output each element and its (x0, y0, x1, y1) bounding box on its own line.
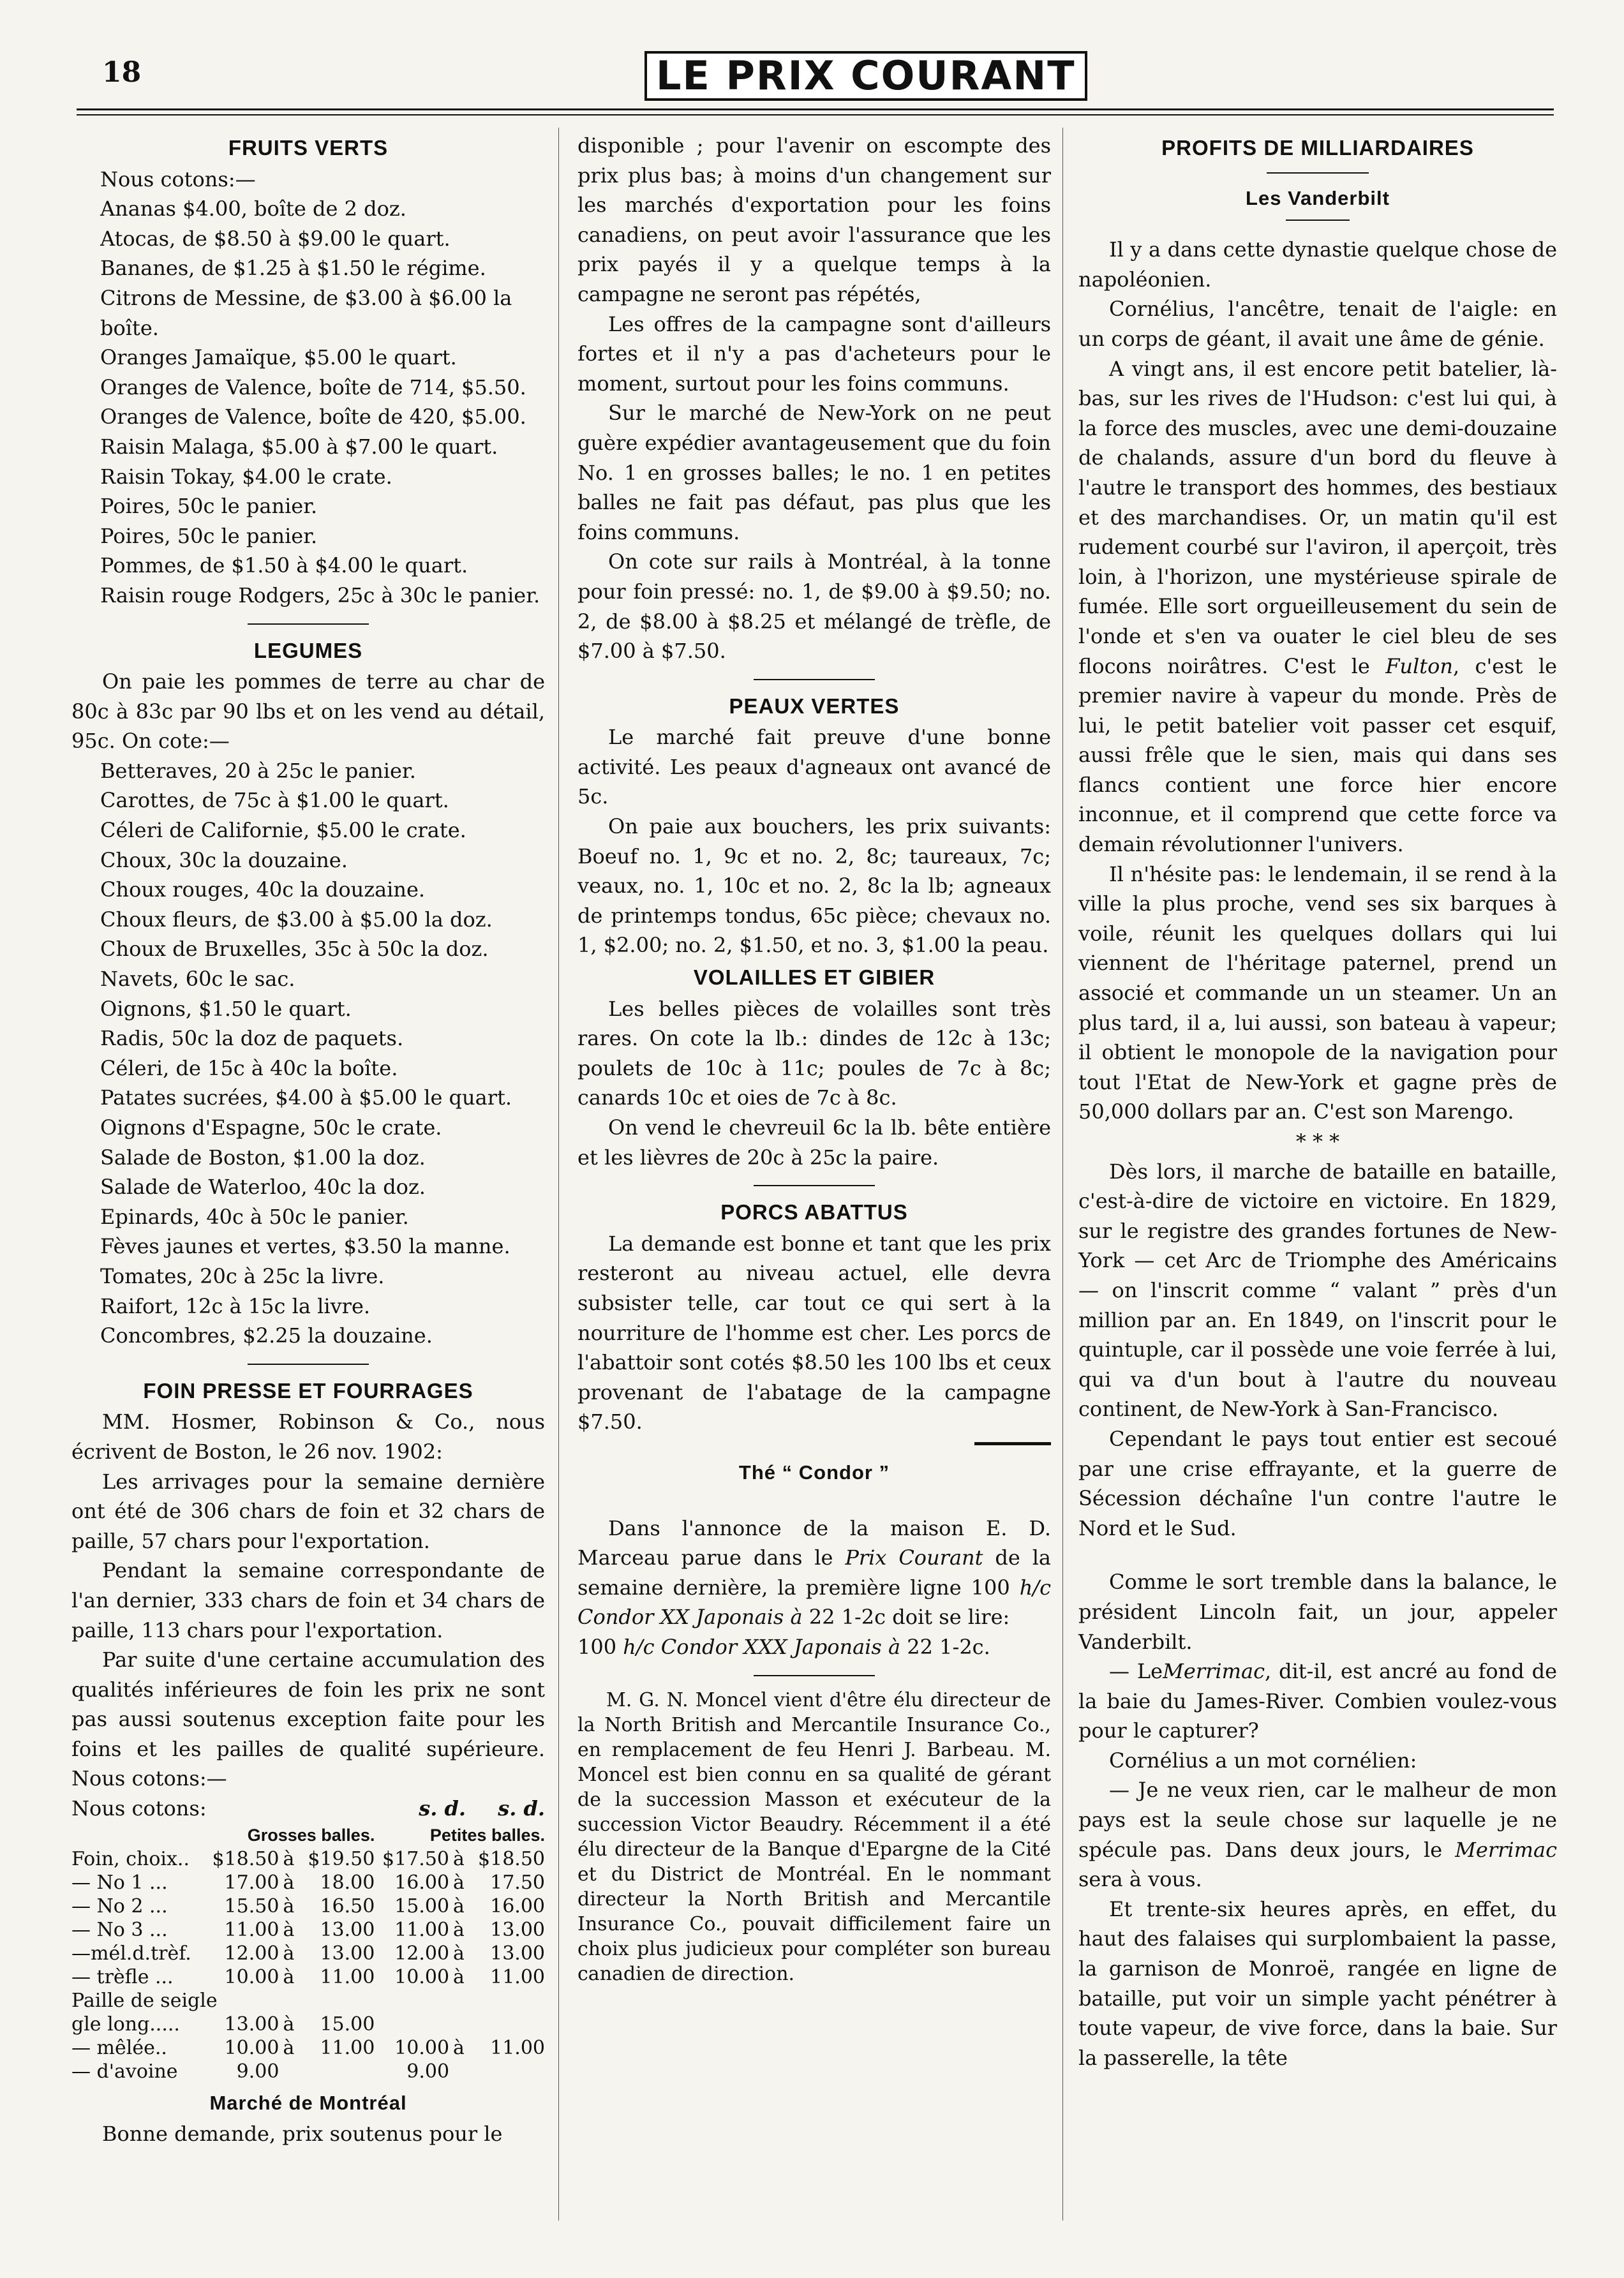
price-cell: 16.00 (490, 1895, 545, 1917)
price-cell: 11.00 (394, 1918, 450, 1941)
peaux-heading: PEAUX VERTES (729, 694, 900, 718)
table-row (71, 2013, 545, 2036)
price-cell: $19.50 (308, 1847, 375, 1870)
list-item: Choux, 30c la douzaine. (100, 847, 348, 872)
porcs-heading: PORCS ABATTUS (720, 1200, 908, 1225)
table-row (71, 2060, 545, 2083)
paragraph: On cote sur rails à Montréal, à la tonne pour foin pressé: no. 1, de $9.00 à $9.50; no. 2, de $8.00 à $8.25 et mélangé de trèfle, de $7.00 à $7.50. (577, 549, 1051, 664)
range-separator: à (283, 1918, 295, 1941)
range-separator: à (453, 2036, 465, 2059)
paragraph: Sur le marché de New-York on ne peut guère expédier avantageusement que du foin No. 1 en grosses balles; le no. 1 en petites balles ne fait pas défaut, pas plus que les foins communs. (577, 401, 1051, 544)
table-row (71, 1989, 545, 2013)
list-item: Céleri, de 15c à 40c la boîte. (100, 1055, 398, 1080)
row-label: Foin, choix.. (71, 1847, 190, 1870)
separator (1267, 172, 1369, 174)
list-item: Céleri de Californie, $5.00 le crate. (100, 818, 466, 843)
range-separator: à (283, 1895, 295, 1917)
list-item: Betteraves, 20 à 25c le panier. (100, 758, 416, 783)
fruits-intro: Nous cotons:— (100, 167, 256, 191)
list-item: Raisin Tokay, $4.00 le crate. (100, 464, 392, 489)
list-item: Salade de Waterloo, 40c la doz. (100, 1175, 426, 1200)
paragraph: MM. Hosmer, Robinson & Co., nous écrivent de Boston, le 26 nov. 1902: (71, 1410, 545, 1464)
range-separator (449, 2013, 470, 2036)
list-item: Oignons d'Espagne, 50c le crate. (100, 1115, 442, 1140)
paragraph: On paie aux bouchers, les prix suivants: Boeuf no. 1, 9c et no. 2, 8c; taureaux, 7c; veaux, no. 1, 10c et no. 2, 8c la lb; agneaux de printemps tondus, 65c pièce; chevaux no. 1, $2.00; no. 2, $1.50, et no. 3, $1.00 la peau. (577, 814, 1051, 958)
price-cell (301, 2060, 375, 2083)
list-item: Raisin Malaga, $5.00 à $7.00 le quart. (100, 434, 498, 459)
fruits-heading: FRUITS VERTS (228, 136, 389, 160)
list-item: Atocas, de $8.50 à $9.00 le quart. (100, 226, 451, 251)
paragraph: On vend le chevreuil 6c la lb. bête entière et les lièvres de 20c à 25c la paire. (577, 1115, 1051, 1170)
list-item: Oranges de Valence, boîte de 420, $5.00. (100, 405, 526, 429)
price-cell: 15.00 (320, 2013, 375, 2036)
paragraph: — LeMerrimac, dit-il, est ancré au fond de la baie du James-River. Combien voulez-vous pour le capturer? (1078, 1659, 1558, 1743)
paragraph: Comme le sort tremble dans la balance, le président Lincoln fait, un jour, appeler Vanderbilt. (1078, 1570, 1557, 1654)
range-separator (449, 2060, 470, 2083)
range-separator: à (283, 1965, 295, 1988)
row-label: — mêlée.. (71, 2036, 167, 2059)
row-label: gle long..... (71, 2013, 180, 2036)
list-item: Fèves jaunes et vertes, $3.50 la manne. (100, 1234, 510, 1259)
paragraph: Il n'hésite pas: le lendemain, il se rend à la ville la plus proche, vend ses six barques à voile, réunit les quelques dollars qui lui viennent de l'héritage paternel, prend un associé et commande un un steamer. Un an plus tard, il a, lui aussi, son bateau à vapeur; il obtient le monopole de la navigation pour tout l'Etat de New-York et gagne près de 50,000 dollars par an. C'est son Marengo. (1078, 861, 1557, 1124)
header-rule (77, 108, 1554, 115)
price-cell: 15.50 (224, 1895, 279, 1917)
price-cell (470, 2060, 545, 2083)
list-item: Epinards, 40c à 50c le panier. (100, 1204, 409, 1229)
paragraph: Cependant le pays tout entier est secoué par une crise effrayante, et la guerre de Sécession déchaîne l'un contre l'autre le Nord et le Sud. (1078, 1426, 1557, 1540)
row-label: — No 2 ... (71, 1895, 168, 1917)
montreal-heading: Marché de Montréal (209, 2091, 407, 2114)
column-header: Grosses balles. (247, 1825, 375, 1845)
separator (1286, 220, 1350, 221)
separator (248, 623, 369, 625)
list-item: Choux fleurs, de $3.00 à $5.00 la doz. (100, 907, 493, 932)
table-row (71, 1847, 545, 1871)
price-cell: 9.00 (236, 2060, 279, 2083)
list-item: Poires, 50c le panier. (100, 523, 318, 548)
table-header-row (71, 1824, 545, 1847)
separator (754, 679, 875, 680)
separator (754, 1675, 875, 1676)
article-title: PROFITS DE MILLIARDAIRES (1161, 136, 1474, 160)
list-item: Citrons de Messine, de $3.00 à $6.00 la boîte. (100, 285, 512, 340)
column-1 (71, 131, 545, 2149)
table-row (71, 2036, 545, 2060)
row-label: Paille de seigle (71, 1989, 218, 2012)
row-label: — d'avoine (71, 2060, 178, 2083)
table-row (71, 1918, 545, 1942)
list-item: Oranges de Valence, boîte de 714, $5.50. (100, 375, 526, 399)
price-cell: 16.50 (320, 1895, 375, 1917)
paragraph: Les belles pièces de volailles sont très rares. On cote la lb.: dindes de 12c à 13c; poulets de 10c à 11c; poules de 7c à 8c; canards 10c et oies de 7c à 8c. (577, 996, 1051, 1110)
column-divider-2 (1062, 128, 1063, 2221)
table-row (71, 1895, 545, 1918)
paragraph: Il y a dans cette dynastie quelque chose de napoléonien. (1078, 237, 1557, 292)
price-cell: 11.00 (490, 2036, 545, 2059)
list-item: Raisin rouge Rodgers, 25c à 30c le panier. (100, 583, 540, 607)
price-cell: 13.00 (490, 1942, 545, 1965)
hay-price-table (71, 1824, 545, 2083)
price-table-intro (71, 1794, 545, 1824)
article-subtitle: Les Vanderbilt (1246, 186, 1390, 209)
list-item: Oignons, $1.50 le quart. (100, 996, 352, 1021)
row-label: — No 3 ... (71, 1918, 168, 1941)
price-cell: $18.50 (478, 1847, 545, 1870)
list-item: Choux de Bruxelles, 35c à 50c la doz. (100, 937, 489, 962)
list-item: Oranges Jamaïque, $5.00 le quart. (100, 345, 457, 370)
price-cell: 12.00 (224, 1942, 279, 1965)
legumes-intro: On paie les pommes de terre au char de 80c à 83c par 90 lbs et on les vend au détail, 95c. On cote:— (71, 669, 545, 754)
paragraph: Par suite d'une certaine accumulation des qualités inférieures de foin les prix ne sont pas aussi soutenus exception faite pour les foins et les pailles de qualité supérieure. Nous cotons:— (71, 1648, 545, 1791)
list-item: Bananes, de $1.25 à $1.50 le régime. (100, 256, 486, 281)
range-separator: à (453, 1871, 465, 1894)
paragraph: Cornélius a un mot cornélien: (1109, 1748, 1417, 1773)
price-cell: 10.00 (394, 2036, 450, 2059)
list-item: Tomates, 20c à 25c la livre. (100, 1263, 385, 1288)
separator (754, 1185, 875, 1186)
masthead-logo: LE PRIX COURANT (644, 51, 1087, 101)
price-cell: 13.00 (490, 1918, 545, 1941)
price-cell (375, 2013, 449, 2036)
list-item: Concombres, $2.25 la douzaine. (100, 1323, 433, 1348)
legumes-list (71, 756, 545, 1351)
price-cell: 13.00 (320, 1918, 375, 1941)
range-separator: à (283, 1847, 295, 1870)
price-cell: 13.00 (320, 1942, 375, 1965)
list-item: Navets, 60c le sac. (100, 967, 295, 992)
price-cell: $17.50 (382, 1847, 450, 1870)
paragraph: — Je ne veux rien, car le malheur de mon pays est la seule chose sur laquelle je ne spécule pas. Dans deux jours, le Merrimac sera à vous. (1078, 1778, 1557, 1892)
paragraph: Pendant la semaine correspondante de l'an dernier, 333 chars de foin et 34 chars de paille, 113 chars pour l'exportation. (71, 1558, 545, 1642)
price-cell: 15.00 (394, 1895, 450, 1917)
column-divider-1 (558, 128, 559, 2221)
legumes-heading: LEGUMES (253, 638, 363, 662)
unit-label: s. d. (498, 1796, 545, 1821)
separator (248, 1364, 369, 1365)
separator (974, 1442, 1051, 1445)
price-cell: 16.00 (394, 1871, 450, 1894)
paragraph: Le marché fait preuve d'une bonne activité. Les peaux d'agneaux ont avancé de 5c. (577, 725, 1051, 809)
table-row (71, 1871, 545, 1895)
paragraph: Les offres de la campagne sont d'ailleurs fortes et il n'y a pas d'acheteurs pour le moment, surtout pour les foins communs. (577, 311, 1051, 396)
range-separator: à (453, 1918, 465, 1941)
list-item: Radis, 50c la doz de paquets. (100, 1026, 404, 1051)
row-label: — No 1 ... (71, 1871, 168, 1894)
row-label: —mél.d.trèf. (71, 1942, 191, 1965)
paragraph: La demande est bonne et tant que les prix resteront au niveau actuel, elle devra subsister telle, car tout ce qui sert à la nourriture de l'homme est cher. Les porcs de l'abattoir sont cotés $8.50 les 100 lbs et ceux provenant de l'abatage de la campagne $7.50. (577, 1231, 1051, 1434)
paragraph: Les arrivages pour la semaine dernière ont été de 306 chars de foin et 32 chars de paille, 57 chars pour l'exportation. (71, 1469, 545, 1553)
list-item: Ananas $4.00, boîte de 2 doz. (100, 197, 406, 221)
paragraph: M. G. N. Moncel vient d'être élu directeur de la North British and Mercantile Insurance Co., en remplacement de feu Henri J. Barbeau. M. Moncel est bien connu en sa qualité de gérant de la succession Masson et exécuteur de la succession Victor Beaudry. Récemment il a été élu directeur de la Banque d'Epargne de la Cité et du District de Montréal. En le nommant directeur la North British and Mercantile Insurance Co., pouvait difficilement faire un choix plus judicieux pour compléter son bureau canadien de direction. (577, 1688, 1051, 1985)
page-number: 18 (102, 56, 142, 89)
price-cell: 9.00 (406, 2060, 450, 2083)
paragraph: disponible ; pour l'avenir on escompte des prix plus bas; à moins d'un changement sur les marchés d'exportation pour les foins canadiens, on peut avoir l'assurance que les prix payés il y a quelque temps à la campagne ne seront pas répétés, (577, 133, 1051, 306)
paragraph: Dans l'annonce de la maison E. D. Marceau parue dans le Prix Courant de la semaine dernière, la première ligne 100 h/c Condor XX Japonais à 22 1-2c doit se lire: (577, 1515, 1052, 1630)
price-cell: 11.00 (224, 1918, 279, 1941)
price-cell: 13.00 (224, 2013, 279, 2036)
price-cell: 18.00 (320, 1871, 375, 1894)
price-cell: 17.00 (224, 1871, 279, 1894)
unit-label: s. d. (419, 1796, 466, 1821)
price-cell: 17.50 (490, 1871, 545, 1894)
foin-heading: FOIN PRESSE ET FOURRAGES (143, 1378, 473, 1403)
column-2 (577, 131, 1051, 1986)
range-separator: à (453, 1847, 465, 1870)
list-item: Salade de Boston, $1.00 la doz. (100, 1145, 426, 1170)
range-separator: à (453, 1895, 465, 1917)
list-item: Choux rouges, 40c la douzaine. (100, 877, 426, 902)
column-3 (1078, 131, 1557, 2073)
price-cell: 10.00 (224, 2036, 279, 2059)
paragraph: A vingt ans, il est encore petit batelier, là-bas, sur les rives de l'Hudson: c'est lui qui, à la force des muscles, avec une demi-douzaine de chalands, assure d'un bord du fleuve à l'autre le transport des hommes, des bestiaux et des marchandises. Or, un matin qu'il est rudement courbé sur l'aviron, il aperçoit, très loin, à l'horizon, une mystérieuse spirale de fumée. Elle sort orgueilleusement du sein de l'onde et s'en va ouater le ciel bleu de ses flocons noirâtres. C'est le Fulton, c'est le premier navire à vapeur du monde. Près de lui, le petit batelier voit passer cet esquif, aussi frêle que le sien, mais qui dans ses flancs contient une force hier encore inconnue, et il comprend que cette force va demain révolutionner l'univers. (1078, 356, 1558, 857)
paragraph: Cornélius, l'ancêtre, tenait de l'aigle: en un corps de géant, il avait une âme de génie. (1078, 297, 1557, 351)
section-stars: * * * (1295, 1129, 1340, 1154)
paragraph: Et trente-six heures après, en effet, du haut des falaises qui surplombaient la passe, la garnison de Monroë, rangée en ligne de bataille, put voir un simple yacht pénétrer à toute vapeur, de vive force, dans la baie. Sur la passerelle, la tête (1078, 1896, 1557, 2070)
range-separator: à (283, 2013, 295, 2036)
list-item: Poires, 50c le panier. (100, 494, 318, 519)
volailles-heading: VOLAILLES ET GIBIER (693, 965, 935, 990)
price-cell: 11.00 (320, 2036, 375, 2059)
table-row (71, 1942, 545, 1965)
fruits-list (71, 194, 545, 610)
the-condor-heading: Thé “ Condor ” (738, 1461, 890, 1484)
range-separator: à (453, 1942, 465, 1965)
list-item: Raifort, 12c à 15c la livre. (100, 1293, 371, 1318)
table-row (71, 1965, 545, 1989)
table-intro-label: Nous cotons: (71, 1796, 207, 1821)
price-cell: 11.00 (490, 1965, 545, 1988)
range-separator: à (283, 2036, 295, 2059)
paragraph: 100 h/c Condor XXX Japonais à 22 1-2c. (577, 1634, 990, 1659)
price-cell (470, 2013, 545, 2036)
list-item: Patates sucrées, $4.00 à $5.00 le quart. (100, 1085, 512, 1110)
range-separator (279, 2060, 300, 2083)
column-header: Petites balles. (429, 1825, 545, 1845)
paragraph: Bonne demande, prix soutenus pour le (102, 2122, 503, 2147)
range-separator: à (453, 1965, 465, 1988)
price-cell: 12.00 (394, 1942, 450, 1965)
price-cell: 11.00 (320, 1965, 375, 1988)
list-item: Pommes, de $1.50 à $4.00 le quart. (100, 553, 468, 578)
price-cell: 10.00 (394, 1965, 450, 1988)
range-separator: à (283, 1942, 295, 1965)
price-cell: $18.50 (212, 1847, 279, 1870)
range-separator: à (283, 1871, 295, 1894)
price-cell: 10.00 (224, 1965, 279, 1988)
paragraph: Dès lors, il marche de bataille en bataille, c'est-à-dire de victoire en victoire. En 1829, sur le registre des grandes fortunes de New-York — cet Arc de Triomphe des Américains — on l'inscrit comme “ valant ” près d'un million par an. En 1849, on l'inscrit pour le quintuple, car il possède une voie ferrée à lui, qui va d'un bout à l'autre du nouveau continent, de New-York à San-Francisco. (1078, 1159, 1557, 1422)
row-label: — trèfle ... (71, 1965, 174, 1988)
list-item: Carottes, de 75c à $1.00 le quart. (100, 788, 449, 813)
